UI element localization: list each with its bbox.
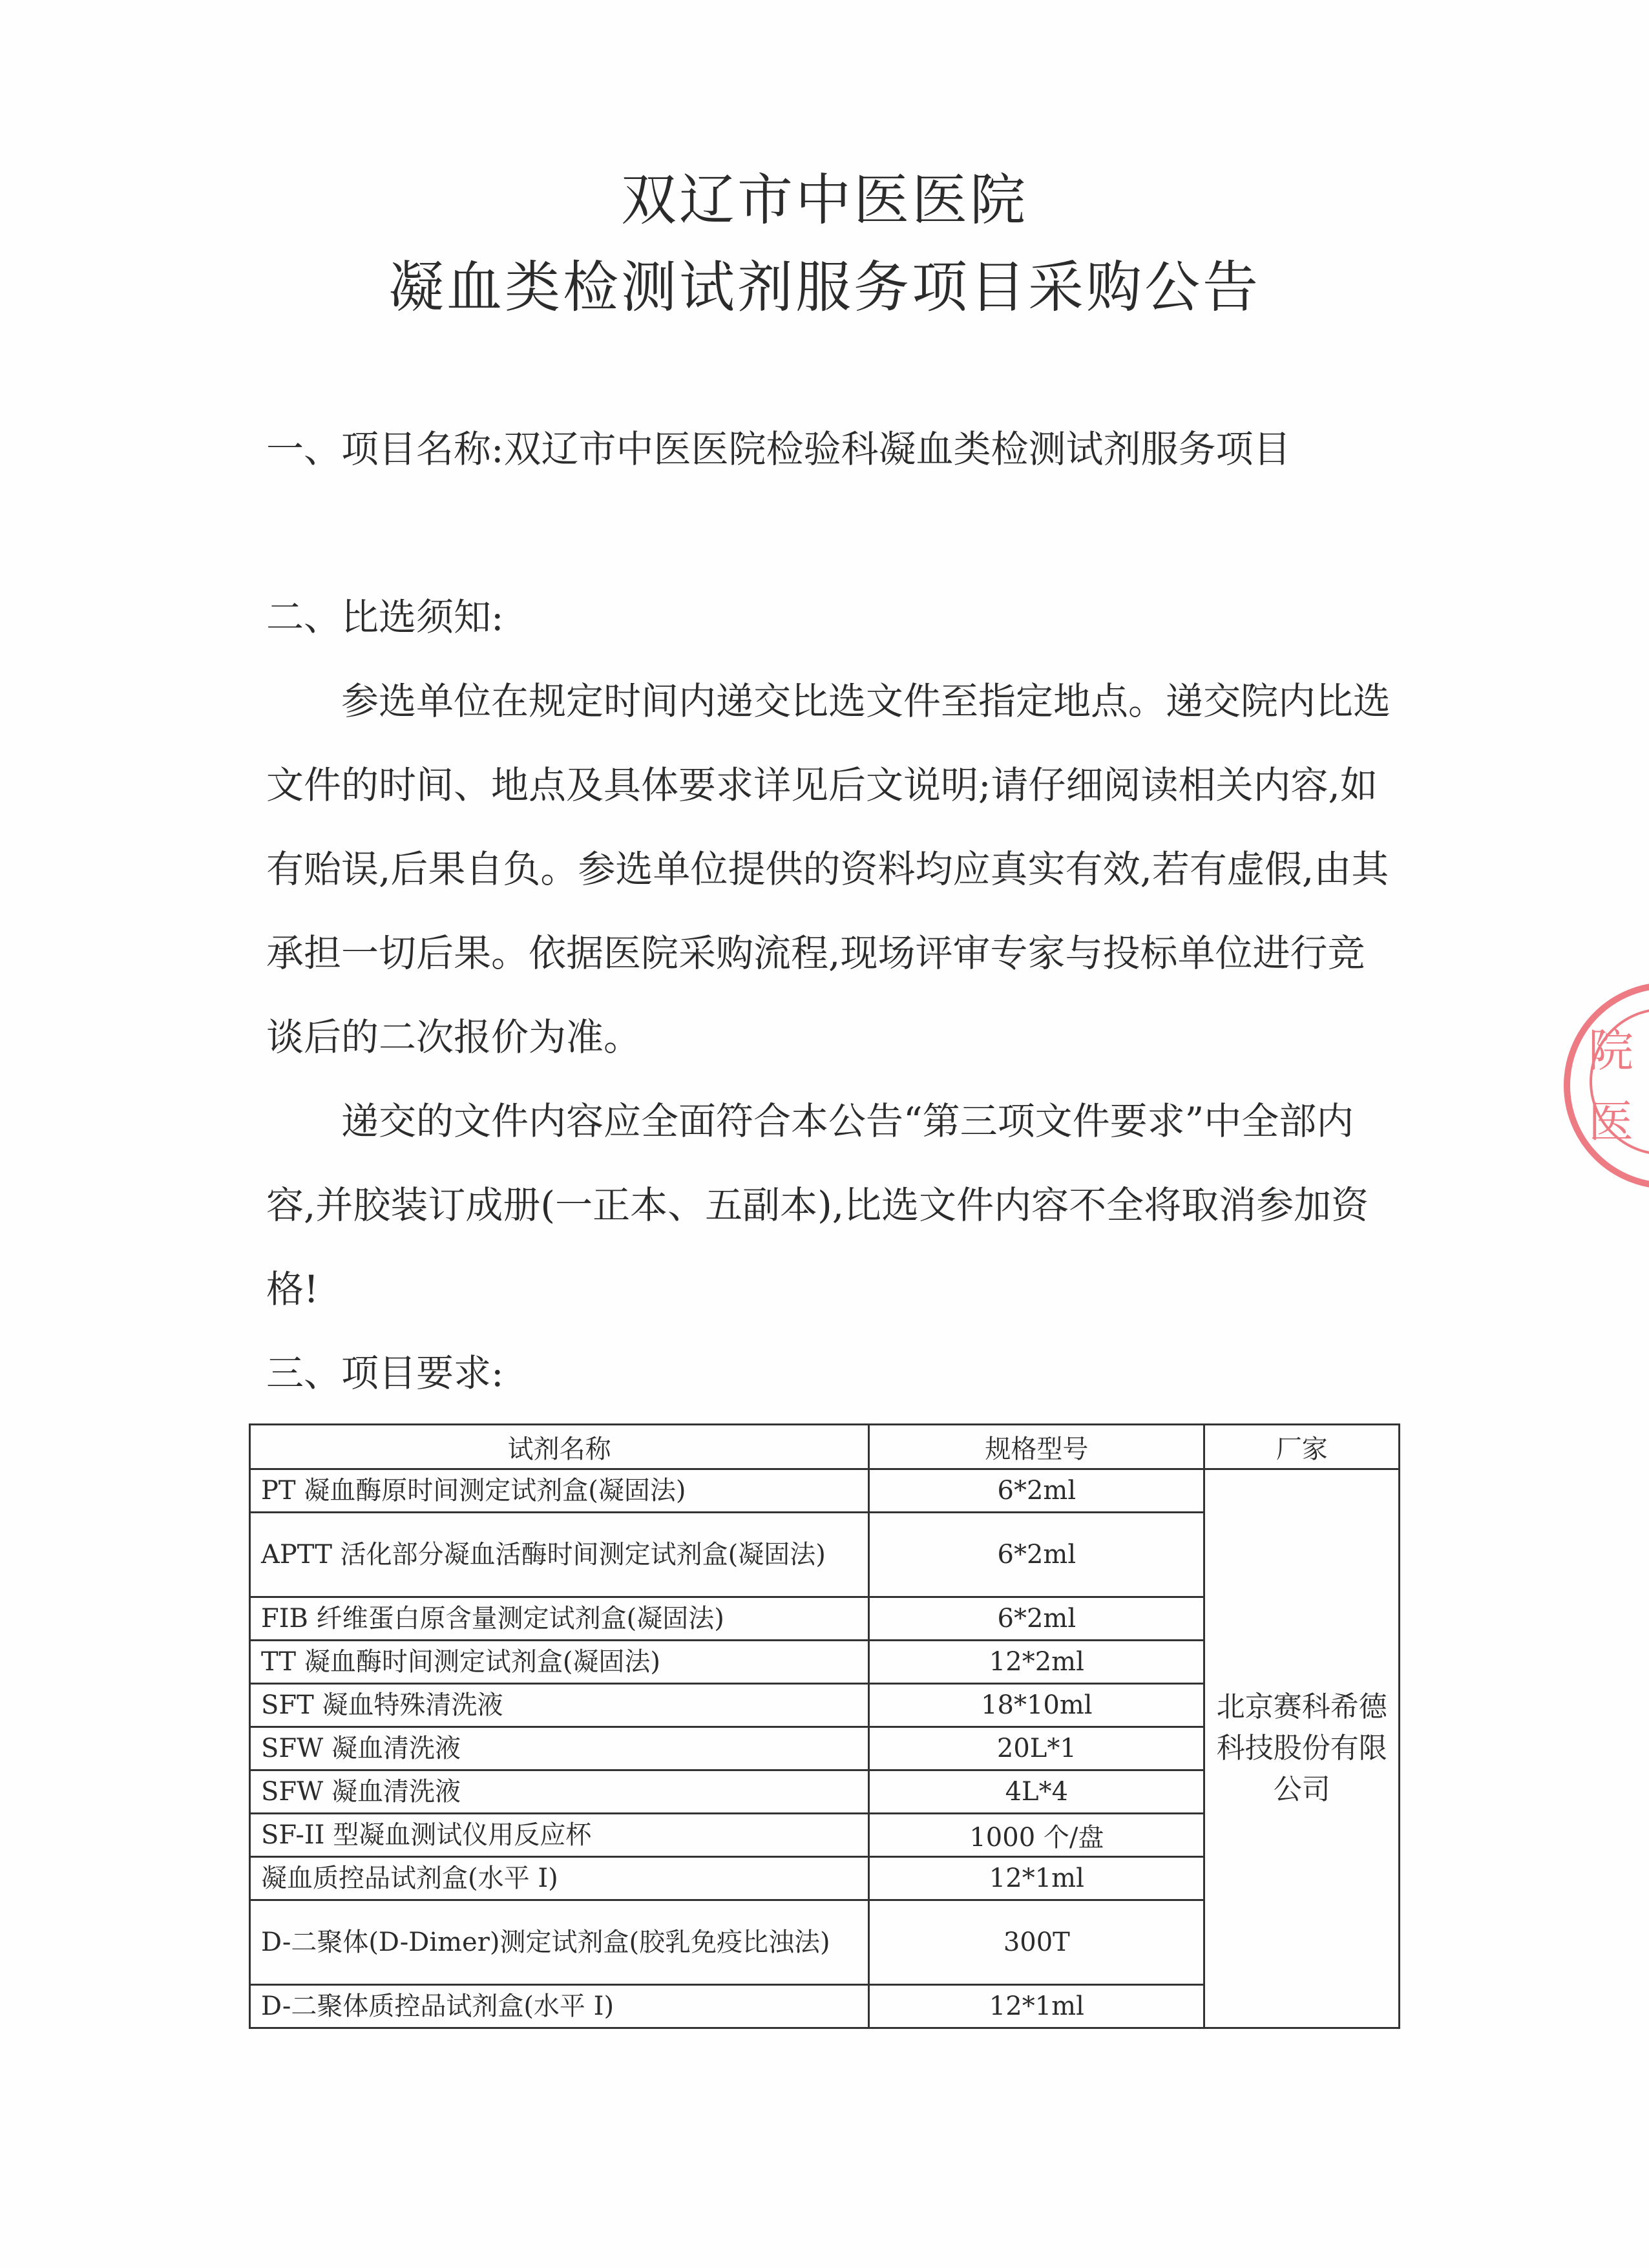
reagent-spec: 6*2ml (869, 1469, 1204, 1513)
section1-text: 双辽市中医医院检验科凝血类检测试剂服务项目 (503, 427, 1291, 471)
reagent-name: D-二聚体质控品试剂盒(水平 I) (250, 1985, 869, 2028)
section2-heading: 二、比选须知: (266, 595, 504, 639)
seal-glyph: 院 (1588, 1024, 1633, 1077)
seal-glyph: 医 (1588, 1095, 1633, 1148)
manufacturer-cell: 北京赛科希德科技股份有限公司 (1204, 1469, 1400, 2028)
reagent-spec: 12*1ml (869, 1857, 1204, 1900)
reagent-spec: 300T (869, 1900, 1204, 1985)
title-hospital: 双辽市中医医院 (621, 168, 1028, 233)
reagent-spec: 1000 个/盘 (869, 1814, 1204, 1857)
reagent-name: TT 凝血酶时间测定试剂盒(凝固法) (250, 1641, 869, 1684)
section1-label: 一、项目名称: (266, 427, 504, 471)
reagent-name: SFW 凝血清洗液 (250, 1770, 869, 1814)
reagent-spec: 18*10ml (869, 1684, 1204, 1727)
section2-paragraph1: 参选单位在规定时间内递交比选文件至指定地点。递交院内比选文件的时间、地点及具体要求详见后文说明;请仔细阅读相关内容,如有贻误,后果自负。参选单位提供的资料均应真实有效,若有虚假,由其承担一切后果。依据医院采购流程,现场评审专家与投标单位进行竞谈后的二次报价为准。 (266, 679, 1391, 1059)
reagent-name: SF-II 型凝血测试仪用反应杯 (250, 1814, 869, 1857)
title-announcement: 凝血类检测试剂服务项目采购公告 (388, 255, 1261, 320)
table-row (250, 1469, 1400, 1513)
official-seal (1564, 982, 1649, 1189)
header-reagent-name: 试剂名称 (250, 1425, 869, 1469)
reagent-name: D-二聚体(D-Dimer)测定试剂盒(胶乳免疫比浊法) (250, 1900, 869, 1985)
reagent-name: SFT 凝血特殊清洗液 (250, 1684, 869, 1727)
reagent-name: FIB 纤维蛋白原含量测定试剂盒(凝固法) (250, 1597, 869, 1641)
reagent-spec: 6*2ml (869, 1597, 1204, 1641)
reagent-name: 凝血质控品试剂盒(水平 I) (250, 1857, 869, 1900)
header-spec: 规格型号 (869, 1425, 1204, 1469)
section2-paragraph2: 递交的文件内容应全面符合本公告“第三项文件要求”中全部内容,并胶装订成册(一正本、五副本),比选文件内容不全将取消参加资格! (266, 1099, 1369, 1311)
reagent-spec: 6*2ml (869, 1513, 1204, 1597)
section1-project-name (266, 407, 1397, 491)
reagent-name: APTT 活化部分凝血活酶时间测定试剂盒(凝固法) (250, 1513, 869, 1597)
reagent-spec: 20L*1 (869, 1727, 1204, 1770)
table-header-row (250, 1425, 1400, 1469)
reagent-spec: 4L*4 (869, 1770, 1204, 1814)
section3-heading: 三、项目要求: (266, 1351, 504, 1395)
header-manufacturer: 厂家 (1204, 1425, 1400, 1469)
reagent-spec: 12*2ml (869, 1641, 1204, 1684)
reagent-name: PT 凝血酶原时间测定试剂盒(凝固法) (250, 1469, 869, 1513)
reagent-table (249, 1423, 1400, 2029)
reagent-spec: 12*1ml (869, 1985, 1204, 2028)
reagent-name: SFW 凝血清洗液 (250, 1727, 869, 1770)
